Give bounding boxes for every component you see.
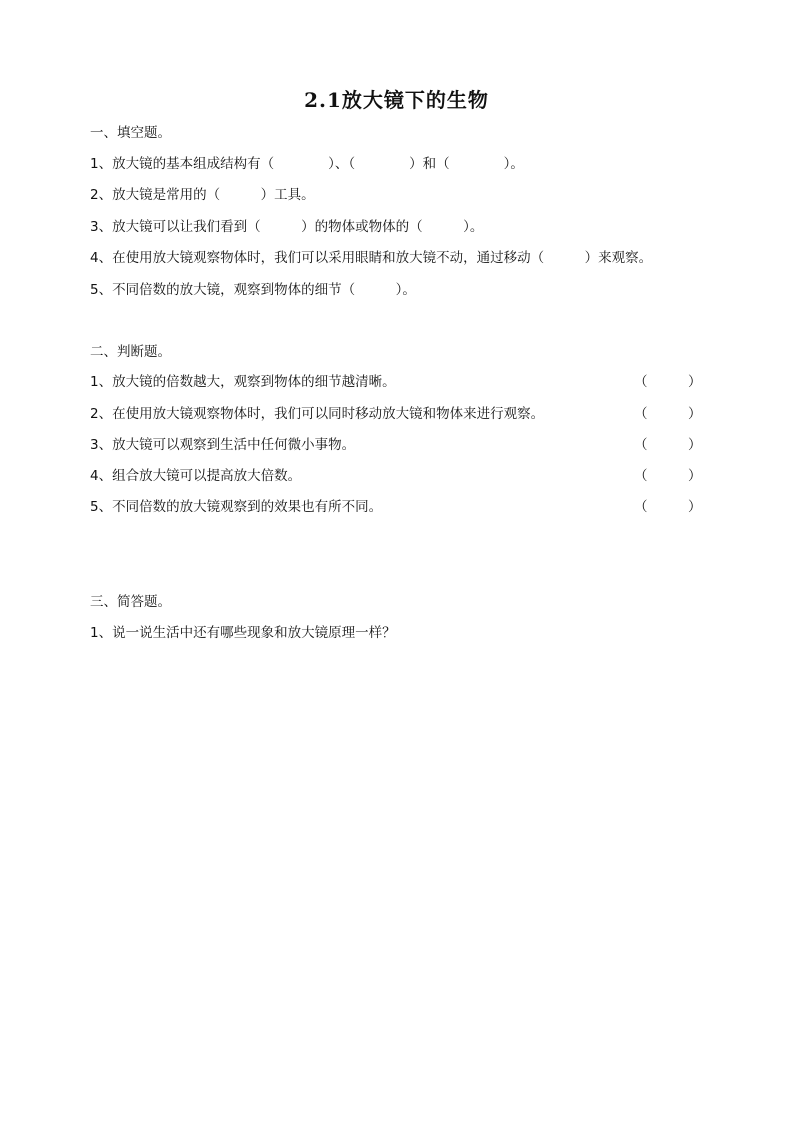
- answer-blank-2: （ ）: [634, 406, 702, 422]
- answer-blank-5: （ ）: [634, 499, 702, 515]
- section-heading-fill-blank: 一、填空题。: [90, 125, 171, 141]
- true-false-question-2: 2、在使用放大镜观察物体时，我们可以同时移动放大镜和物体来进行观察。: [90, 406, 545, 422]
- fill-blank-question-4: 4、在使用放大镜观察物体时，我们可以采用眼睛和放大镜不动，通过移动（ ）来观察。: [90, 250, 653, 266]
- short-answer-question-1: 1、说一说生活中还有哪些现象和放大镜原理一样？: [90, 625, 396, 641]
- answer-blank-1: （ ）: [634, 374, 702, 390]
- true-false-question-1: 1、放大镜的倍数越大，观察到物体的细节越清晰。: [90, 374, 396, 390]
- answer-blank-3: （ ）: [634, 437, 702, 453]
- true-false-question-5: 5、不同倍数的放大镜观察到的效果也有所不同。: [90, 499, 383, 515]
- fill-blank-question-3: 3、放大镜可以让我们看到（ ）的物体或物体的（ ）。: [90, 219, 484, 235]
- section-heading-short-answer: 三、简答题。: [90, 594, 171, 610]
- fill-blank-question-1: 1、放大镜的基本组成结构有（ ）、（ ）和（ ）。: [90, 156, 524, 172]
- answer-blank-4: （ ）: [634, 468, 702, 484]
- true-false-question-4: 4、组合放大镜可以提高放大倍数。: [90, 468, 302, 484]
- fill-blank-question-5: 5、不同倍数的放大镜，观察到物体的细节（ ）。: [90, 282, 416, 298]
- fill-blank-question-2: 2、放大镜是常用的（ ）工具。: [90, 187, 315, 203]
- section-heading-true-false: 二、判断题。: [90, 344, 171, 360]
- page-title: 2.1放大镜下的生物: [304, 88, 489, 112]
- true-false-question-3: 3、放大镜可以观察到生活中任何微小事物。: [90, 437, 356, 453]
